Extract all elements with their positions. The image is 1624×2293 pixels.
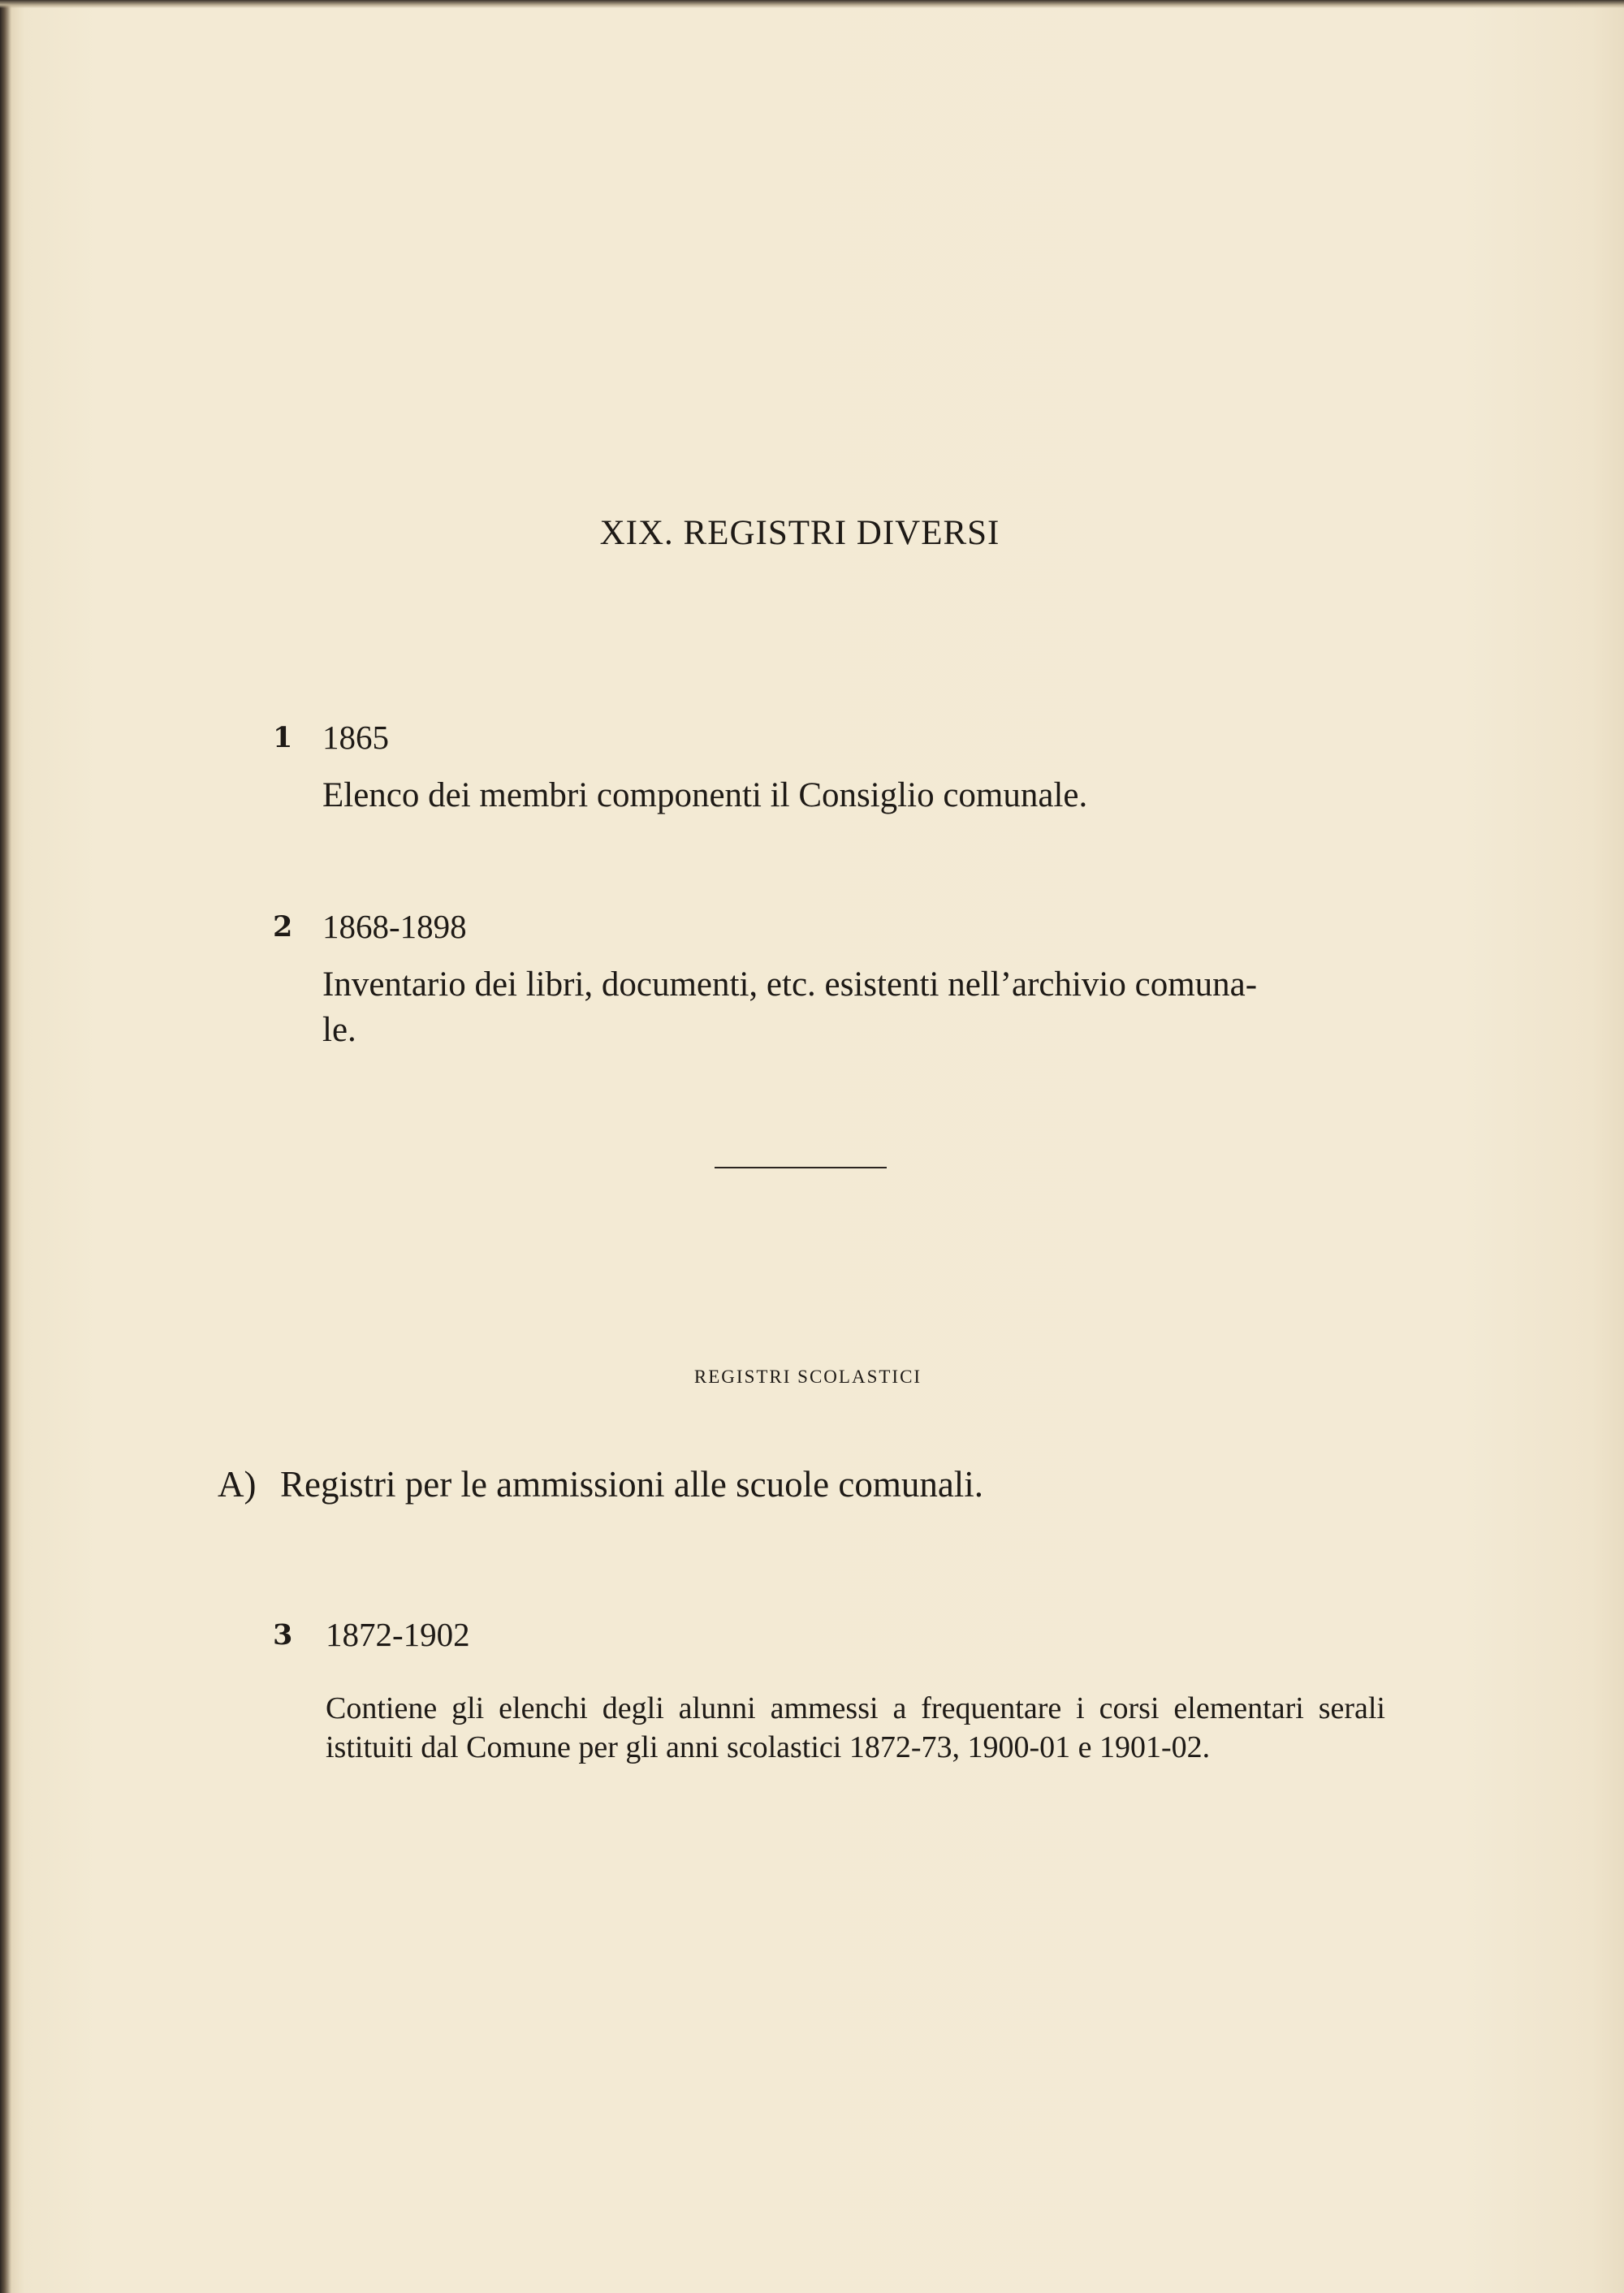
subsection-title: REGISTRI SCOLASTICI [693, 1367, 922, 1387]
entry-date: 1872-1902 [326, 1616, 470, 1653]
entry-number: 2 [273, 910, 293, 944]
entry-date: 1865 [322, 719, 389, 756]
entry-description: Contiene gli elenchi degli alunni ammessi a frequentare i corsi elementari serali istituiti dal Comune per gli anni scolastici 1872-73, 1900-01 e 1901-02. [326, 1691, 1385, 1764]
section-letter: A) [218, 1464, 257, 1505]
entry-description-line: le. [322, 1011, 356, 1049]
section-divider [715, 1167, 887, 1168]
entry-description: Elenco dei membri componenti il Consiglio comunale. [322, 776, 1088, 814]
entry-number: 3 [273, 1618, 293, 1652]
section-title: Registri per le ammissioni alle scuole comunali. [280, 1464, 984, 1505]
page-top-edge [0, 0, 1624, 8]
entry-number: 1 [273, 721, 293, 754]
entry-date: 1868-1898 [322, 908, 467, 945]
chapter-title: XIX. REGISTRI DIVERSI [599, 514, 1000, 552]
entry-description-line: Inventario dei libri, documenti, etc. esistenti nell’archivio comuna- [322, 965, 1258, 1004]
